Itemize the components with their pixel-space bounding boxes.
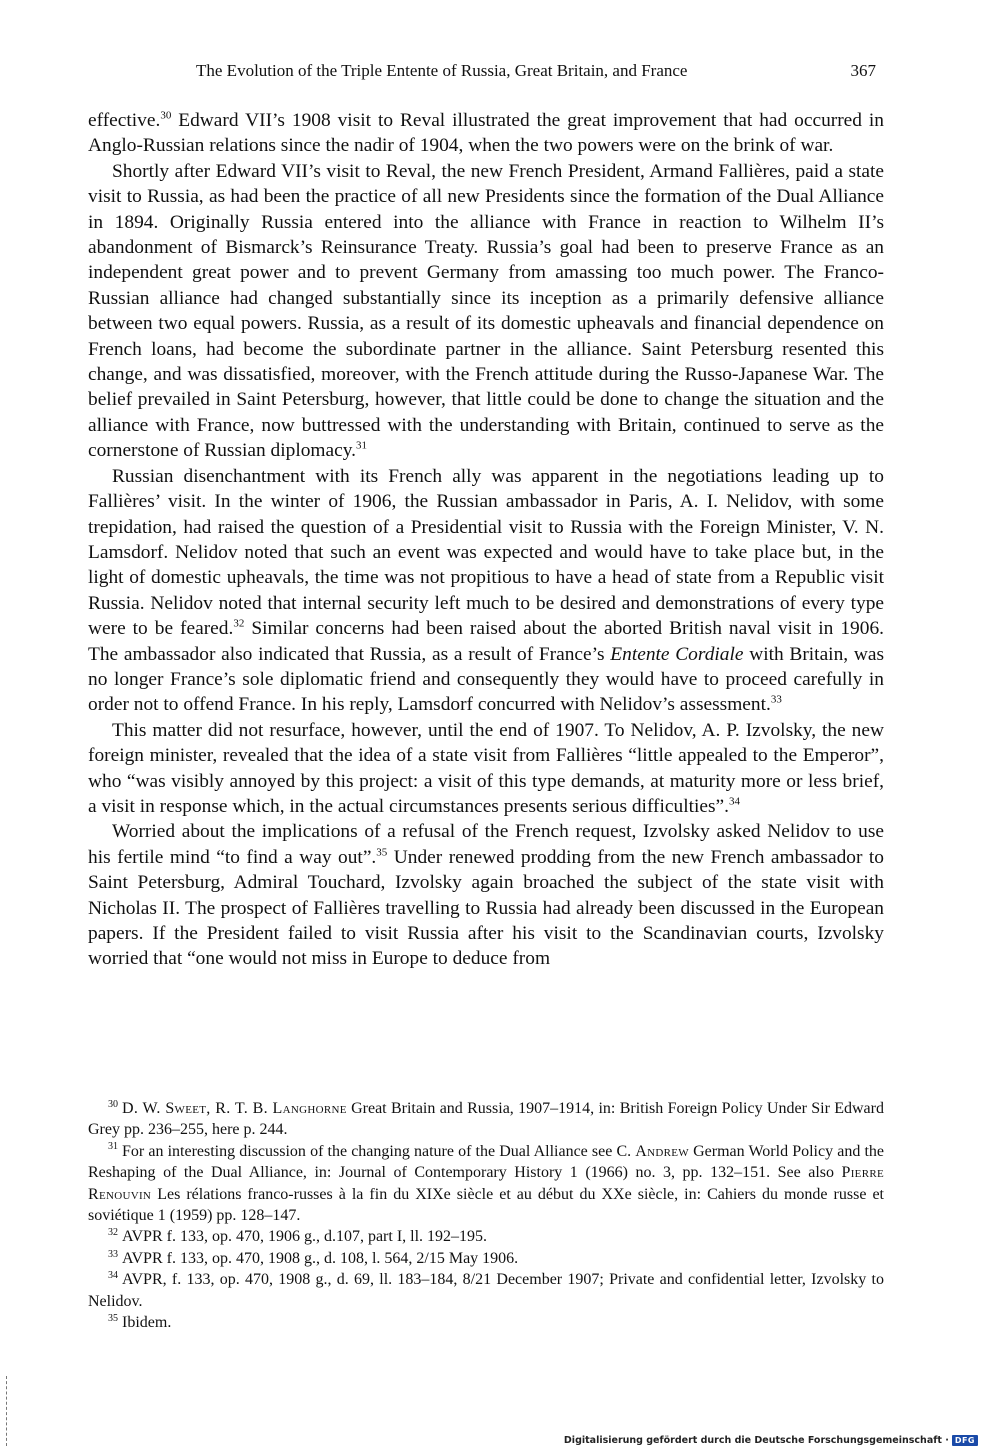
footnote-number: 32 [108,1227,118,1239]
footnote-ref-35[interactable]: 35 [376,846,388,859]
footnote-31 [88,1141,884,1227]
digitization-notice [564,1435,978,1446]
footnote-ref-32[interactable]: 32 [233,617,245,630]
paragraph-5 [88,819,884,971]
paragraph-4 [88,718,884,820]
footnote-text: German World Policy and the Reshaping of the Dual Alliance, in: Journal of Contemporary History 1 (1966) no. 3, pp. 132–151. See also [88,1142,885,1182]
text-run: This matter did not resurface, however, until the end of 1907. To Nelidov, A. P. Izvolsky, the new foreign minister, revealed that the idea of a state visit from Fallières “little appealed to the Emperor”, who “was visibly annoyed by this project: a visit of this type demands, at maturity more or less brief, a visit in response which, in the actual circumstances presents serious difficulties”. [88,719,884,817]
footnote-text: AVPR, f. 133, op. 470, 1908 g., d. 69, ll. 183–184, 8/21 December 1907; Private and confidential letter, Izvolsky to Nelidov. [88,1271,884,1310]
footnote-32 [88,1226,884,1247]
footnotes [88,1098,884,1333]
footnote-ref-30[interactable]: 30 [160,109,172,122]
footnote-number: 33 [108,1248,118,1260]
text-run: Under renewed prodding from the new French ambassador to Saint Petersburg, Admiral Touchard, Izvolsky again broached the subject of the state visit with Nicholas II. The prospect of Fallières travelling to Russia had already been discussed in the European papers. If the President failed to visit Russia after his visit to the Scandinavian courts, Izvolsky worried that “one would not miss in Europe to deduce from [88,846,884,970]
text-run: Shortly after Edward VII’s visit to Reval, the new French President, Armand Fallières, paid a state visit to Russia, as had been the practice of all new Presidents since the formation of the Dual Alliance in 1894. Originally Russia entered into the alliance with France in reaction to Wilhelm II’s abandonment of Bismarck’s Reinsurance Treaty. Russia’s goal had been to preserve France as an independent great power and to prevent Germany from amassing too much power. The Franco-Russian alliance had changed substantially since its inception as a primarily defensive alliance between two equal powers. Russia, as a result of its domestic upheavals and financial dependence on French loans, had become the subordinate partner in the alliance. Saint Petersburg resented this change, and was dissatisfied, moreover, with the French attitude during the Russo-Japanese War. The belief prevailed in Saint Petersburg, however, that little could be done to change the situation and the alliance with France, now buttressed with the understanding with Britain, continued to serve as the cornerstone of Russian diplomacy. [88,160,884,462]
footnote-30 [88,1098,884,1141]
text-run: Edward VII’s 1908 visit to Reval illustrated the great improvement that had occurred in Anglo-Russian relations since the nadir of 1904, when the two powers were on the brink of war. [88,110,884,157]
footnote-number: 34 [108,1269,118,1281]
text-run: effective. [88,110,161,131]
footnote-text: Ibidem. [122,1314,172,1332]
footnote-ref-34[interactable]: 34 [728,795,740,808]
paragraph-1 [88,108,884,159]
text-run: Russian disenchantment with its French ally was apparent in the negotiations leading up to Fallières’ visit. In the winter of 1906, the Russian ambassador in Paris, A. I. Nelidov, with some trepidation, had raised the question of a Presidential visit to Russia with the Foreign Minister, V. N. Lamsdorf. Nelidov noted that such an event was expected and would have to take place but, in the light of domestic upheavals, the time was not propitious to have a head of state from a Republic visit Russia. Nelidov noted that internal security left much to be desired and demonstrations of every type were to be feared. [88,465,884,640]
paragraph-2 [88,159,884,464]
footnote-33 [88,1248,884,1269]
footnote-34 [88,1269,884,1312]
footnote-number: 30 [108,1098,118,1110]
text-run: Similar concerns had been raised about the aborted British naval visit in 1906. The ambassador also indicated that Russia, as a result of France’s [88,618,884,665]
footnote-author: Pierre Renouvin [88,1164,884,1203]
footnote-ref-33[interactable]: 33 [770,693,782,706]
paragraph-3 [88,464,884,718]
footnote-author: Andrew [635,1142,689,1160]
footnote-number: 31 [108,1141,118,1153]
text-run: Worried about the implications of a refusal of the French request, Izvolsky asked Nelidov to use his fertile mind “to find a way out”. [88,821,884,868]
footnote-text: AVPR f. 133, op. 470, 1906 g., d.107, part I, ll. 192–195. [122,1228,488,1246]
dfg-logo-icon: DFG [952,1435,978,1446]
text-run: with Britain, was no longer France’s sole diplomatic friend and consequently they would have to proceed carefully in order not to offend France. In his reply, Lamsdorf concurred with Nelidov’s assessment. [88,643,884,716]
page-number: 367 [850,61,876,80]
italic-term: Entente Cordiale [610,643,744,665]
main-text [88,108,884,972]
footnote-text: For an interesting discussion of the changing nature of the Dual Alliance see C. [122,1142,636,1160]
running-title: The Evolution of the Triple Entente of Russia, Great Britain, and France [196,61,688,80]
footnote-number: 35 [108,1312,118,1324]
footnote-text: Great Britain and Russia, 1907–1914, in: British Foreign Policy Under Sir Edward Grey pp. 236–255, here p. 244. [88,1100,884,1139]
digitization-text: Digitalisierung gefördert durch die Deutsche Forschungsgemeinschaft · [563,1435,949,1446]
footnote-ref-31[interactable]: 31 [356,439,367,452]
footnote-text: Les rélations franco-russes à la fin du XIXe siècle et au début du XXe siècle, in: Cahiers du monde russe et soviétique 1 (1959) pp. 128–147. [88,1185,884,1225]
footnote-35 [88,1312,884,1333]
footnote-author: D. W. Sweet, R. T. B. Langhorne [122,1100,347,1117]
scan-margin-mark [6,1376,9,1446]
footnote-text: AVPR f. 133, op. 470, 1908 g., d. 108, l. 564, 2/15 May 1906. [122,1249,519,1267]
